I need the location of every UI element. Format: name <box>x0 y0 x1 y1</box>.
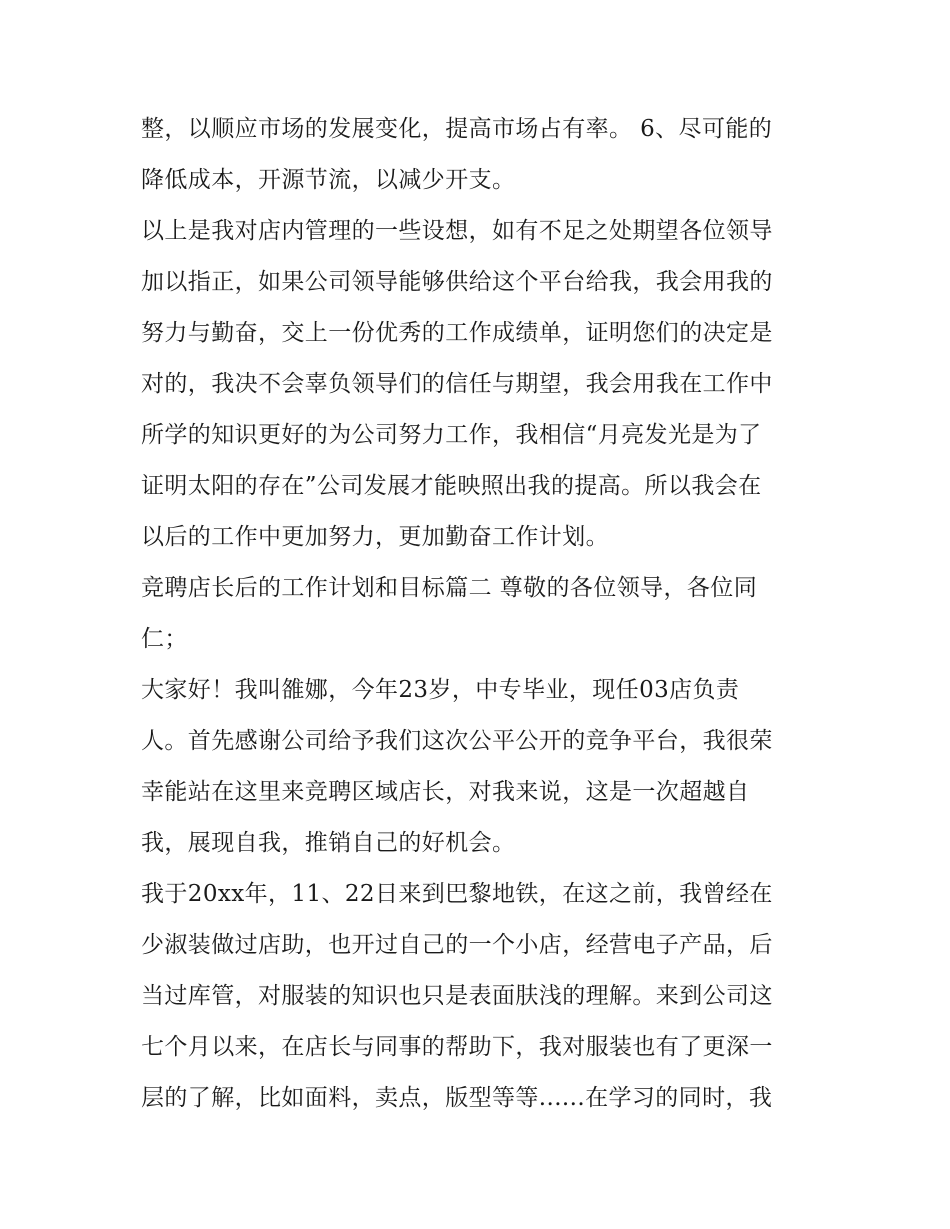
text-line: 层的了解，比如面料，卖点，版型等等......在学习的同时，我 <box>141 1085 773 1111</box>
text-line: 整，以顺应市场的发展变化，提高市场占有率。 6、尽可能的 <box>141 116 773 142</box>
document-body <box>141 104 821 1124</box>
text-line: 七个月以来，在店长与同事的帮助下，我对服装也有了更深一 <box>141 1034 773 1060</box>
text-line: 降低成本，开源节流，以减少开支。 <box>141 167 516 193</box>
text-line: 所学的知识更好的为公司努力工作，我相信“月亮发光是为了 <box>141 422 762 448</box>
text-line: 努力与勤奋，交上一份优秀的工作成绩单，证明您们的决定是 <box>141 320 773 346</box>
text-line: 以后的工作中更加努力，更加勤奋工作计划。 <box>141 524 609 550</box>
text-line: 仁； <box>141 626 188 652</box>
text-line: 我于20xx年，11、22日来到巴黎地铁，在这之前，我曾经在 <box>141 881 773 907</box>
text-line: 证明太阳的存在”公司发展才能映照出我的提高。所以我会在 <box>141 473 762 499</box>
text-line: 对的，我决不会辜负领导们的信任与期望，我会用我在工作中 <box>141 371 773 397</box>
text-line: 幸能站在这里来竞聘区域店长，对我来说，这是一次超越自 <box>141 779 750 805</box>
text-line: 少淑装做过店助，也开过自己的一个小店，经营电子产品，后 <box>141 932 773 958</box>
text-line: 当过库管，对服装的知识也只是表面肤浅的理解。来到公司这 <box>141 983 773 1009</box>
text-line: 人。首先感谢公司给予我们这次公平公开的竞争平台，我很荣 <box>141 728 773 754</box>
section-heading-line: 竞聘店长后的工作计划和目标篇二 尊敬的各位领导，各位同 <box>141 575 758 601</box>
text-line: 我，展现自我，推销自己的好机会。 <box>141 830 516 856</box>
text-line: 以上是我对店内管理的一些设想，如有不足之处期望各位领导 <box>141 218 773 244</box>
text-line: 大家好！我叫雒娜，今年23岁，中专毕业，现任03店负责 <box>141 677 740 703</box>
text-line: 加以指正，如果公司领导能够供给这个平台给我，我会用我的 <box>141 269 773 295</box>
